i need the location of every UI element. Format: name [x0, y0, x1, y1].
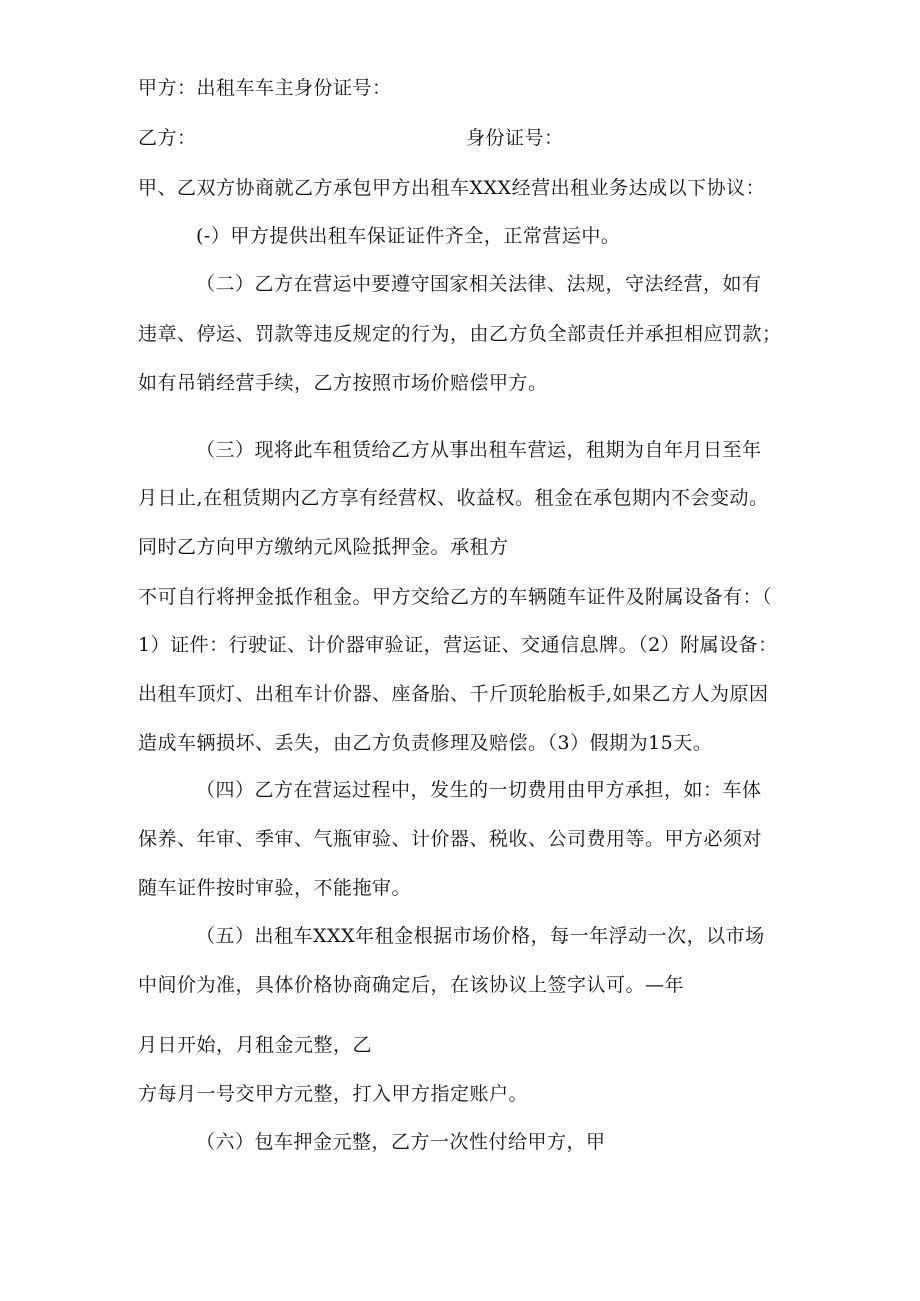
- party-a-line: 甲方：出租车车主身份证号：: [138, 77, 392, 99]
- clause-5-line-2: 中间价为准，具体价格协商确定后，在该协议上签字认可。—年: [138, 974, 685, 996]
- clause-2-line-2: 违章、停运、罚款等违反规定的行为，由乙方负全部责任并承担相应罚款；: [138, 323, 782, 345]
- clause-4-line-1: （四）乙方在营运过程中，发生的一切费用由甲方承担，如：车体: [196, 779, 762, 801]
- clause-3-line-6: 出租车顶灯、出租车计价器、座备胎、千斤顶轮胎板手,如果乙方人为原因: [138, 683, 769, 705]
- clause-6-line-1: （六）包车押金元整，乙方一次性付给甲方，甲: [196, 1131, 606, 1153]
- clause-3-line-4: 不可自行将押金抵作租金。甲方交给乙方的车辆随车证件及附属设备有：（: [138, 586, 773, 608]
- party-b-label: 乙方：: [138, 127, 197, 149]
- clause-4-line-3: 随车证件按时审验，不能拖审。: [138, 877, 412, 899]
- clause-5-line-1: （五）出租车XXX年租金根据市场价格，每一年浮动一次，以市场: [196, 925, 765, 947]
- clause-3-line-2: 月日止,在租赁期内乙方享有经营权、收益权。租金在承包期内不会变动。: [138, 487, 769, 509]
- clause-3-line-1: （三）现将此车租赁给乙方从事出租车营运，租期为自年月日至年: [196, 439, 762, 461]
- clause-5-line-3: 月日开始，月租金元整，乙: [138, 1034, 373, 1056]
- intro-paragraph: 甲、乙双方协商就乙方承包甲方出租车XXX经营出租业务达成以下协议：: [138, 177, 766, 199]
- clause-2-line-1: （二）乙方在营运中要遵守国家相关法律、法规，守法经营，如有: [196, 273, 762, 295]
- clause-2-line-3: 如有吊销经营手续，乙方按照市场价赔偿甲方。: [138, 372, 548, 394]
- clause-3-line-3: 同时乙方向甲方缴纳元风险抵押金。承租方: [138, 536, 509, 558]
- party-b-id-label: 身份证号：: [466, 127, 564, 149]
- clause-3-line-7: 造成车辆损坏、丢失，由乙方负责修理及赔偿。（3）假期为15天。: [138, 732, 713, 754]
- clause-5-line-4: 方每月一号交甲方元整，打入甲方指定账户。: [138, 1083, 529, 1105]
- clause-3-line-5: 1）证件：行驶证、计价器审验证，营运证、交通信息牌。（2）附属设备：: [138, 634, 778, 656]
- clause-4-line-2: 保养、年审、季审、气瓶审验、计价器、税收、公司费用等。甲方必须对: [138, 828, 763, 850]
- clause-1-line-1: (-）甲方提供出租车保证证件齐全，正常营运中。: [196, 225, 621, 247]
